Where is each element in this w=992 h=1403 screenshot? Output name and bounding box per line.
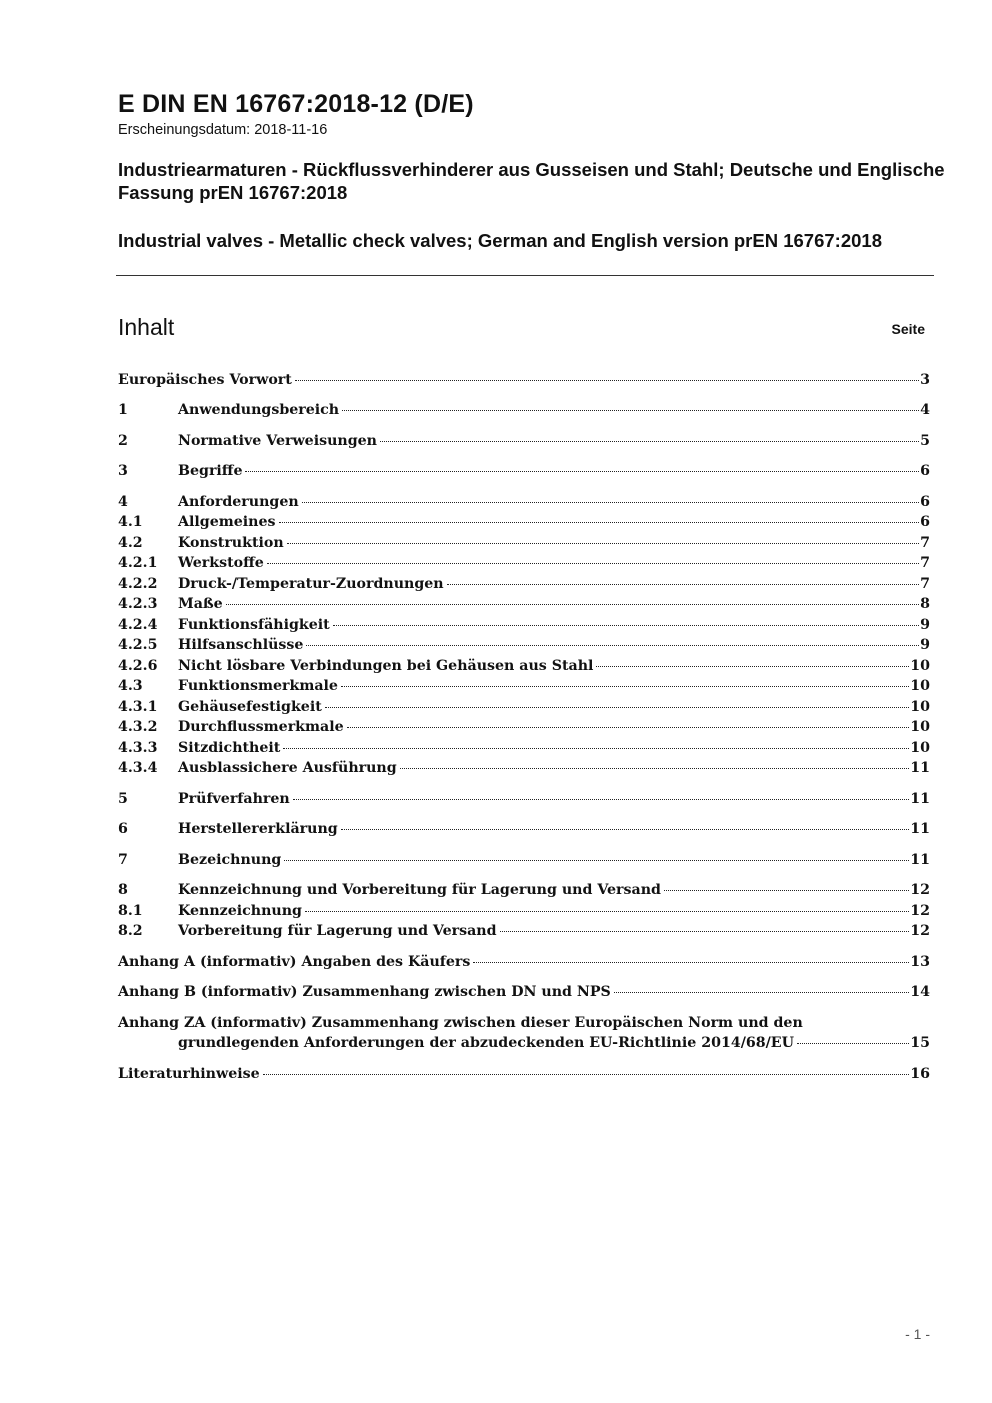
dot-leader bbox=[596, 665, 909, 667]
dot-leader bbox=[380, 440, 919, 442]
toc-entry[interactable] bbox=[118, 1013, 930, 1053]
toc-entry[interactable] bbox=[118, 461, 930, 481]
toc-entry-page: 7 bbox=[920, 576, 930, 592]
dot-leader bbox=[287, 542, 919, 544]
toc-entry-page: 15 bbox=[910, 1035, 930, 1051]
toc-entry[interactable] bbox=[118, 717, 930, 737]
toc-entry-number: 8.2 bbox=[118, 923, 143, 939]
toc-entry-label-continued: grundlegenden Anforderungen der abzudeckenden EU-Richtlinie 2014/68/EU bbox=[178, 1035, 794, 1051]
dot-leader bbox=[664, 889, 909, 891]
toc-entry-page: 8 bbox=[920, 596, 930, 612]
toc-entry-number: 4.3.1 bbox=[118, 699, 158, 715]
document-id: E DIN EN 16767:2018-12 (D/E) bbox=[118, 90, 474, 118]
toc-entry-page: 7 bbox=[920, 555, 930, 571]
dot-leader bbox=[279, 521, 920, 523]
toc-entry[interactable] bbox=[118, 400, 930, 420]
toc-entry-page: 14 bbox=[910, 984, 930, 1000]
toc-entry[interactable] bbox=[118, 676, 930, 696]
toc-entry-number: 4.3 bbox=[118, 678, 143, 694]
toc-entry-page: 9 bbox=[920, 637, 930, 653]
toc-entry-number: 4.3.2 bbox=[118, 719, 158, 735]
toc-entry-number: 4.1 bbox=[118, 514, 143, 530]
toc-entry[interactable] bbox=[118, 952, 930, 972]
title-german: Industriearmaturen - Rückflussverhinderer aus Gusseisen und Stahl; Deutsche und Englische Fassung prEN 16767:2018 bbox=[118, 159, 945, 203]
toc-entry-label: Ausblassichere Ausführung bbox=[178, 760, 397, 776]
toc-entry[interactable] bbox=[118, 819, 930, 839]
toc-entry-page: 12 bbox=[910, 923, 930, 939]
toc-entry-number: 8 bbox=[118, 882, 128, 898]
toc-entry[interactable] bbox=[118, 656, 930, 676]
toc-entry[interactable] bbox=[118, 901, 930, 921]
toc-entry-label: Anhang B (informativ) Zusammenhang zwischen DN und NPS bbox=[118, 984, 611, 1000]
toc-entry[interactable] bbox=[118, 431, 930, 451]
toc-entry[interactable] bbox=[118, 512, 930, 532]
toc-entry-number: 6 bbox=[118, 821, 128, 837]
dot-leader bbox=[333, 624, 919, 626]
toc-entry-number: 4.2.2 bbox=[118, 576, 158, 592]
dot-leader bbox=[341, 685, 909, 687]
toc-entry-label: Nicht lösbare Verbindungen bei Gehäusen aus Stahl bbox=[178, 658, 594, 674]
dot-leader bbox=[245, 470, 919, 472]
dot-leader bbox=[306, 644, 919, 646]
toc-entry-page: 12 bbox=[910, 903, 930, 919]
toc-entry-page: 16 bbox=[910, 1066, 930, 1082]
toc-entry-number: 3 bbox=[118, 463, 128, 479]
toc-entry-number: 4.2 bbox=[118, 535, 143, 551]
toc-entry-label: Allgemeines bbox=[178, 514, 276, 530]
toc-entry[interactable] bbox=[118, 370, 930, 390]
dot-leader bbox=[305, 910, 909, 912]
toc-entry-page: 6 bbox=[920, 463, 930, 479]
toc-entry-number: 4.3.3 bbox=[118, 740, 158, 756]
toc-entry-page: 11 bbox=[910, 791, 930, 807]
toc-entry-label: Normative Verweisungen bbox=[178, 433, 377, 449]
toc-entry-label: Prüfverfahren bbox=[178, 791, 290, 807]
toc-entry-page: 10 bbox=[910, 719, 930, 735]
toc-entry[interactable] bbox=[118, 738, 930, 758]
toc-entry-page: 9 bbox=[920, 617, 930, 633]
toc-entry-label: Anforderungen bbox=[178, 494, 299, 510]
toc-entry-label: Anhang ZA (informativ) Zusammenhang zwischen dieser Europäischen Norm und den bbox=[118, 1015, 803, 1031]
toc-entry-label: Konstruktion bbox=[178, 535, 284, 551]
dot-leader bbox=[473, 961, 909, 963]
toc-entry-number: 4.2.6 bbox=[118, 658, 158, 674]
toc-entry-label: Druck-/Temperatur-Zuordnungen bbox=[178, 576, 444, 592]
toc-entry-label: Begriffe bbox=[178, 463, 243, 479]
toc-entry-page: 6 bbox=[920, 514, 930, 530]
toc-entry[interactable] bbox=[118, 850, 930, 870]
toc-entry[interactable] bbox=[118, 492, 930, 512]
toc-entry[interactable] bbox=[118, 594, 930, 614]
toc-entry-page: 10 bbox=[910, 658, 930, 674]
toc-entry-page: 10 bbox=[910, 678, 930, 694]
dot-leader bbox=[447, 583, 920, 585]
toc-entry-page: 12 bbox=[910, 882, 930, 898]
toc-entry-number: 5 bbox=[118, 791, 128, 807]
header-divider bbox=[116, 275, 934, 276]
toc-entry[interactable] bbox=[118, 789, 930, 809]
toc-entry-number: 4.3.4 bbox=[118, 760, 158, 776]
toc-entry-number: 7 bbox=[118, 852, 128, 868]
toc-entry-label: Kennzeichnung und Vorbereitung für Lagerung und Versand bbox=[178, 882, 661, 898]
toc-entry-number: 8.1 bbox=[118, 903, 143, 919]
toc-entry-label: Durchflussmerkmale bbox=[178, 719, 344, 735]
dot-leader bbox=[797, 1042, 909, 1044]
title-english: Industrial valves - Metallic check valves; German and English version prEN 16767:2018 bbox=[118, 230, 882, 251]
toc-entry[interactable] bbox=[118, 921, 930, 941]
toc-entry-page: 4 bbox=[920, 402, 930, 418]
dot-leader bbox=[283, 747, 909, 749]
toc-entry-page: 3 bbox=[920, 372, 930, 388]
toc-heading: Inhalt bbox=[118, 314, 175, 340]
dot-leader bbox=[267, 562, 919, 564]
toc-entry-page: 5 bbox=[920, 433, 930, 449]
toc-entry-page: 6 bbox=[920, 494, 930, 510]
toc-entry-number: 4.2.5 bbox=[118, 637, 158, 653]
toc-entry-label: Anwendungsbereich bbox=[178, 402, 340, 418]
dot-leader bbox=[293, 798, 910, 800]
dot-leader bbox=[295, 379, 919, 381]
dot-leader bbox=[263, 1073, 910, 1075]
toc-entry-label: Europäisches Vorwort bbox=[118, 372, 292, 388]
dot-leader bbox=[400, 767, 910, 769]
toc-entry-number: 4 bbox=[118, 494, 128, 510]
toc-entry-number: 4.2.4 bbox=[118, 617, 158, 633]
toc-entry-label: Anhang A (informativ) Angaben des Käufers bbox=[118, 954, 471, 970]
toc-entry[interactable] bbox=[118, 615, 930, 635]
toc-entry-page: 11 bbox=[910, 821, 930, 837]
toc-entry[interactable] bbox=[118, 982, 930, 1002]
toc-entry-label: Hilfsanschlüsse bbox=[178, 637, 304, 653]
toc-entry-label: Werkstoffe bbox=[178, 555, 264, 571]
dot-leader bbox=[284, 859, 909, 861]
page-number: - 1 - bbox=[905, 1326, 930, 1342]
dot-leader bbox=[614, 991, 909, 993]
dot-leader bbox=[342, 409, 919, 411]
toc-entry-label: Maße bbox=[178, 596, 223, 612]
toc-entry-number: 1 bbox=[118, 402, 128, 418]
toc-entry-page: 11 bbox=[910, 852, 930, 868]
toc-entry-label: Funktionsmerkmale bbox=[178, 678, 338, 694]
toc-entry-number: 2 bbox=[118, 433, 128, 449]
toc-entry-page: 11 bbox=[910, 760, 930, 776]
dot-leader bbox=[341, 828, 910, 830]
toc-entry-label: Vorbereitung für Lagerung und Versand bbox=[178, 923, 497, 939]
toc-entry[interactable] bbox=[118, 533, 930, 553]
toc-entry-page: 10 bbox=[910, 740, 930, 756]
dot-leader bbox=[347, 726, 910, 728]
toc-entry-label: Kennzeichnung bbox=[178, 903, 302, 919]
toc-entry[interactable] bbox=[118, 635, 930, 655]
toc-entry-label: Gehäusefestigkeit bbox=[178, 699, 322, 715]
toc-entry-page: 13 bbox=[910, 954, 930, 970]
toc-entry[interactable] bbox=[118, 553, 930, 573]
publication-date: Erscheinungsdatum: 2018-11-16 bbox=[118, 122, 328, 138]
dot-leader bbox=[500, 930, 910, 932]
toc-entry-label: Bezeichnung bbox=[178, 852, 282, 868]
toc-entry-label: Herstellererklärung bbox=[178, 821, 338, 837]
toc-entry-page: 10 bbox=[910, 699, 930, 715]
toc-entry-number: 4.2.3 bbox=[118, 596, 158, 612]
toc-entry[interactable] bbox=[118, 697, 930, 717]
toc-entry[interactable] bbox=[118, 1064, 930, 1084]
toc-entry-label: Funktionsfähigkeit bbox=[178, 617, 330, 633]
toc-entry-label: Sitzdichtheit bbox=[178, 740, 281, 756]
dot-leader bbox=[226, 603, 919, 605]
toc-entry[interactable] bbox=[118, 574, 930, 594]
toc-entry-page: 7 bbox=[920, 535, 930, 551]
toc-entry-label: Literaturhinweise bbox=[118, 1066, 260, 1082]
toc-entry[interactable] bbox=[118, 758, 930, 778]
toc-entry-number: 4.2.1 bbox=[118, 555, 158, 571]
dot-leader bbox=[302, 501, 919, 503]
dot-leader bbox=[325, 706, 909, 708]
toc-entry[interactable] bbox=[118, 880, 930, 900]
toc-page-column-label: Seite bbox=[891, 321, 925, 337]
